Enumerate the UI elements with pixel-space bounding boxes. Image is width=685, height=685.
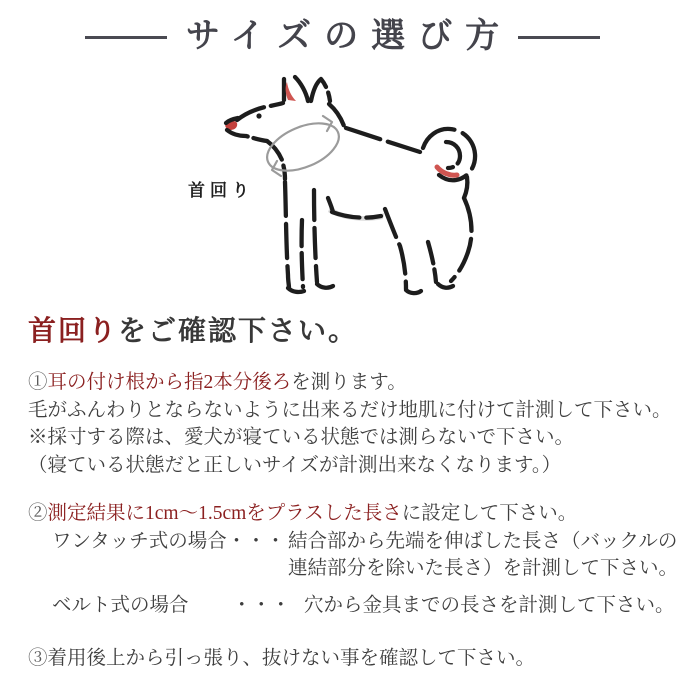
case-belt-desc-line-1: 穴から金具までの長さを計測して下さい。 — [304, 594, 675, 616]
heading-rest: をご確認下さい。 — [118, 316, 359, 347]
step-1-note: 毛がふんわりとならないように出来るだけ地肌に付けて計測して下さい。 — [28, 399, 672, 421]
step-1-marker: ① — [28, 372, 48, 393]
step-1-emphasis: 耳の付け根から指2本分後ろ — [47, 372, 292, 393]
dog-illustration — [180, 70, 500, 310]
case-onetouch-dots: ・・・ — [226, 530, 286, 552]
case-row-onetouch — [52, 528, 678, 583]
page-title: サイズの選び方 — [185, 18, 513, 55]
title-rule-right — [518, 36, 600, 39]
step-1-caution-reason: （寝ている状態だと正しいサイズが計測出来なくなります。） — [28, 454, 562, 476]
step-3 — [28, 645, 678, 673]
title-rule-left — [85, 36, 167, 39]
ear-inner-red — [286, 82, 296, 101]
step-2-rest: に設定して下さい。 — [401, 503, 578, 524]
step-2-emphasis: 測定結果に1cm～1.5cmをプラスした長さ — [47, 503, 402, 524]
case-row-belt — [52, 592, 678, 620]
step-3-rest: 着用後上から引っ張り、抜けない事を確認して下さい。 — [47, 648, 536, 669]
title-row — [0, 19, 685, 55]
step-3-lead — [28, 645, 678, 673]
heading-emphasis: 首回り — [28, 316, 119, 347]
step-2-marker: ② — [28, 503, 48, 524]
step-3-marker: ③ — [28, 648, 48, 669]
case-belt-desc — [304, 592, 675, 620]
case-onetouch-desc-line-2: 連結部分を除いた長さ）を計測して下さい。 — [287, 558, 678, 579]
step-2-lead — [28, 500, 678, 528]
section-heading — [28, 316, 358, 348]
step-2 — [28, 500, 678, 619]
neck-girth-label: 首回り — [188, 181, 254, 200]
step-1 — [28, 369, 678, 479]
eye-dot — [256, 113, 261, 118]
case-onetouch-label: ワンタッチ式の場合 — [52, 530, 227, 552]
case-belt-dots: ・・・ — [232, 594, 291, 616]
step-1-rest: を測ります。 — [291, 372, 407, 393]
case-belt-label: ベルト式の場合 — [52, 594, 189, 616]
instructions — [28, 369, 678, 673]
case-onetouch-desc-line-1: 結合部から先端を伸ばした長さ（バックルの — [287, 530, 678, 552]
step-1-caution: ※採寸する際は、愛犬が寝ている状態では測らないで下さい。 — [28, 427, 575, 448]
step-1-lead — [28, 369, 678, 397]
case-onetouch-desc — [288, 528, 678, 583]
